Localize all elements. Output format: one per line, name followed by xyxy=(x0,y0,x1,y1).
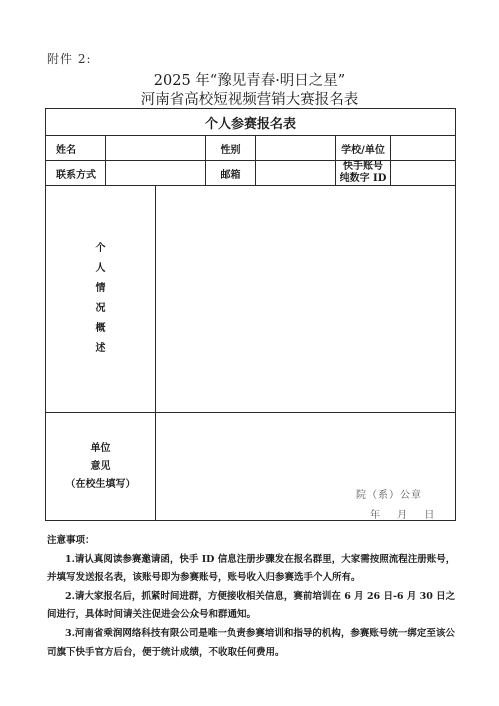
title-line-1: 2025 年“豫见青春·明日之星” xyxy=(153,73,346,89)
unit-label-line2: 意见 xyxy=(90,460,111,472)
note-item: 1.请认真阅读参赛邀请函，快手 ID 信息注册步骤发在报名群里，大家需按照流程注册账号，并填写发送报名表，该账号即为参赛账号，账号收入归参赛选手个人所有。 xyxy=(47,553,456,584)
gender-field[interactable] xyxy=(256,136,336,161)
overview-char: 述 xyxy=(95,343,106,354)
gender-label: 性别 xyxy=(206,136,256,161)
note-item: 3.河南省乘润网络科技有限公司是唯一负责参赛培训和指导的机构，参赛账号统一绑定至该公司旗下快手官方后台，便于统计成绩，不收取任何费用。 xyxy=(47,627,455,658)
unit-opinion-field[interactable] xyxy=(156,413,456,521)
overview-label xyxy=(46,186,156,413)
kuaishou-id-label xyxy=(336,161,391,186)
note-item: 2.请大家报名后，抓紧时间进群，方便接收相关信息，赛前培训在 6 月 26 日-6 月 30 日之间进行，具体时间请关注促进会公众号和群通知。 xyxy=(47,590,456,621)
overview-field[interactable] xyxy=(156,186,456,413)
school-field[interactable] xyxy=(391,136,456,161)
registration-form-table xyxy=(45,108,456,521)
school-label: 学校/单位 xyxy=(336,136,391,161)
overview-char: 人 xyxy=(95,263,106,274)
email-label: 邮箱 xyxy=(206,161,256,186)
form-header: 个人参赛报名表 xyxy=(46,109,456,136)
attachment-label: 附件 2: xyxy=(47,52,92,66)
contact-label: 联系方式 xyxy=(46,161,106,186)
contact-field[interactable] xyxy=(106,161,206,186)
overview-char: 况 xyxy=(95,303,106,314)
kuaishou-id-label-line2: 纯数字 ID xyxy=(339,173,387,184)
kuaishou-id-field[interactable] xyxy=(391,161,456,186)
date-text: 年 月 日 xyxy=(370,510,435,521)
notes-title: 注意事项： xyxy=(47,535,95,546)
notes-section xyxy=(47,532,457,662)
seal-text: 院（系）公章 xyxy=(356,490,422,501)
email-field[interactable] xyxy=(256,161,336,186)
unit-label-line3: （在校生填写） xyxy=(65,478,136,490)
overview-char: 概 xyxy=(95,323,106,334)
title-line-2: 河南省高校短视频营销大赛报名表 xyxy=(140,92,359,108)
overview-char: 情 xyxy=(95,283,106,294)
unit-label-line1: 单位 xyxy=(90,442,111,454)
name-field[interactable] xyxy=(106,136,206,161)
unit-opinion-label xyxy=(46,413,156,521)
name-label: 姓名 xyxy=(46,136,106,161)
overview-char: 个 xyxy=(95,243,106,254)
kuaishou-id-label-line1: 快手账号 xyxy=(343,161,383,172)
